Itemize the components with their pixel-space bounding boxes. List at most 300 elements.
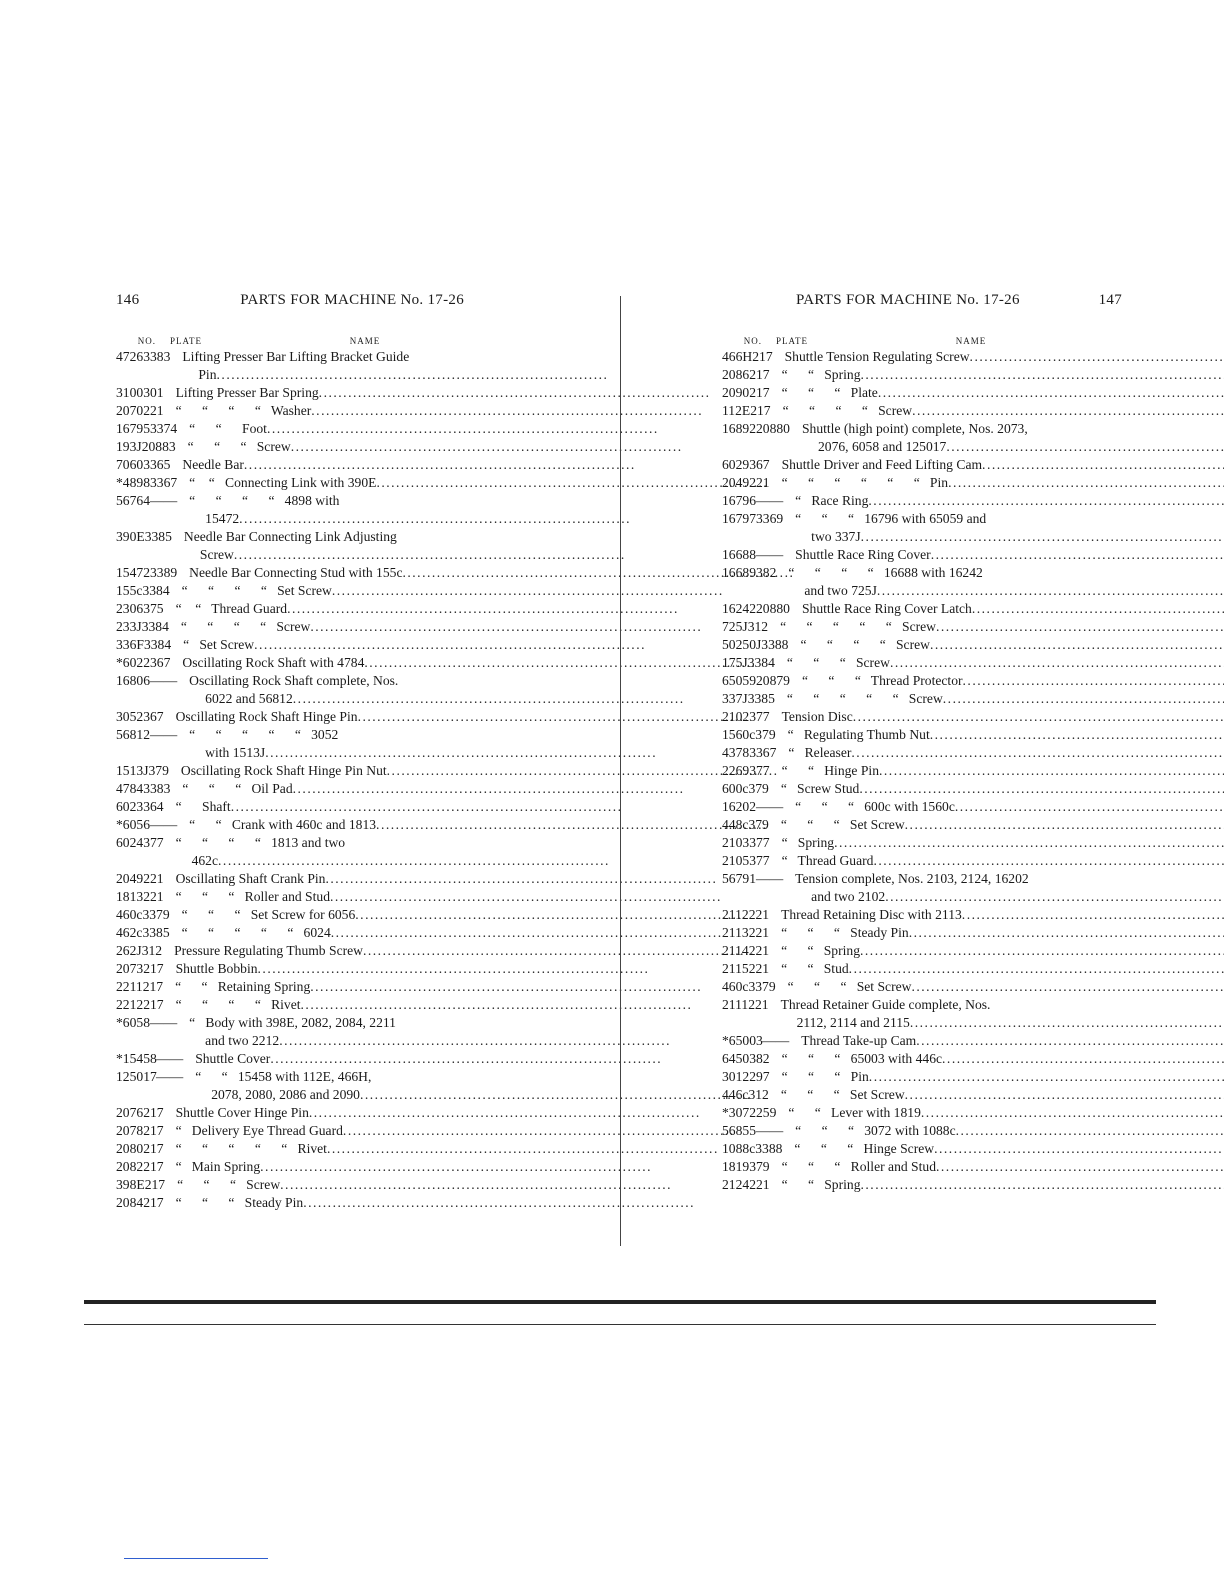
- part-name-text: “ “ “ 65003 with 446c: [781, 1051, 943, 1066]
- part-name: [776, 564, 1224, 600]
- dot-leader: [868, 492, 1224, 510]
- part-name-line: [782, 366, 1224, 384]
- plate-number: ——: [755, 547, 784, 562]
- right-page-number: 147: [1098, 292, 1122, 308]
- part-name: [776, 726, 1224, 744]
- part-name-text: “ “ “ Set Screw for 6056: [181, 907, 356, 922]
- dot-leader: [319, 384, 711, 402]
- part-name-line: [182, 348, 608, 366]
- part-name: [170, 654, 756, 672]
- part-name-text: “ Releaser: [788, 745, 852, 760]
- part-row: [722, 456, 1122, 474]
- dot-leader: [325, 870, 717, 888]
- part-number: 2112: [722, 907, 749, 922]
- part-number: 2049: [116, 871, 144, 886]
- part-name-text: “ “ “ Screw: [187, 439, 291, 454]
- part-name-text: “ “ 15458 with 112E, 466H,: [195, 1069, 372, 1084]
- part-name: [170, 906, 748, 924]
- part-name: [164, 402, 704, 420]
- part-number: *3072: [722, 1105, 756, 1120]
- part-name: [177, 564, 794, 582]
- part-name-text: Shuttle Cover Hinge Pin: [175, 1105, 309, 1120]
- dot-leader: [861, 366, 1224, 384]
- part-name: [783, 1122, 1224, 1140]
- part-name-line: [788, 726, 1224, 744]
- plate-number: 3383: [143, 349, 171, 364]
- plate-number: ——: [149, 817, 178, 832]
- plate-number: 217: [143, 961, 164, 976]
- plate-number: 3384: [143, 637, 172, 652]
- part-name-text: and two 2102: [811, 889, 886, 904]
- part-number: 2115: [722, 961, 749, 976]
- part-number: 2102: [722, 709, 750, 724]
- part-name-line: [787, 654, 1224, 672]
- plate-number: 377: [749, 853, 770, 868]
- part-row: [722, 960, 1122, 978]
- part-number: 600c: [722, 781, 749, 796]
- part-name-text: “ “ “ “ Screw: [782, 403, 913, 418]
- right-col-name: NAME: [955, 336, 987, 346]
- part-name-text: “ “ “ 3072 with 1088c: [795, 1123, 956, 1138]
- plate-number: 3374: [149, 421, 178, 436]
- part-name: [162, 942, 755, 960]
- part-number: 16242: [722, 601, 756, 616]
- part-name: [783, 510, 1224, 546]
- part-number: 1513J: [116, 763, 149, 778]
- plate-number: 3384: [141, 619, 169, 634]
- dot-leader: [851, 744, 1224, 762]
- part-name-text: “ “ “ “ 16688 with 16242: [788, 565, 983, 580]
- part-number: 2114: [722, 943, 749, 958]
- part-number: *15458: [116, 1051, 157, 1066]
- part-name-line: [176, 1104, 701, 1122]
- dot-leader: [849, 960, 1224, 978]
- part-number: 446c: [722, 1087, 749, 1102]
- part-row: [722, 798, 1122, 816]
- part-row: [116, 924, 516, 942]
- part-number: 233J: [116, 619, 142, 634]
- part-name-text: and two 2212: [205, 1033, 280, 1048]
- part-name: [770, 474, 1224, 492]
- plate-number: 259: [755, 1105, 777, 1120]
- part-name-text: “ Delivery Eye Thread Guard: [175, 1123, 343, 1138]
- part-name-line: [176, 1194, 695, 1212]
- dot-leader: [360, 1086, 752, 1104]
- part-name: [770, 708, 1224, 726]
- part-name-text: “ “ “ “ Rivet: [175, 997, 301, 1012]
- part-name-line: [781, 816, 1224, 834]
- part-row: [722, 672, 1122, 690]
- part-name-line: [176, 600, 679, 618]
- part-name-text: Pressure Regulating Thumb Screw: [174, 943, 363, 958]
- part-name: [163, 978, 702, 996]
- part-name-line: [782, 852, 1224, 870]
- dot-leader: [364, 654, 756, 672]
- part-name-line: [189, 690, 684, 708]
- part-name-line: [795, 492, 1224, 510]
- part-name-line: [189, 474, 768, 492]
- part-name: [164, 708, 750, 726]
- part-number: 462c: [116, 925, 143, 940]
- part-number: 2113: [722, 925, 749, 940]
- part-name: [177, 420, 659, 438]
- part-row: [722, 690, 1122, 708]
- part-name-line: [782, 456, 1224, 474]
- part-name-text: “ Shaft: [175, 799, 231, 814]
- part-row: [722, 1032, 1122, 1050]
- part-name-line: [176, 402, 704, 420]
- part-name-line: [176, 384, 711, 402]
- dot-leader: [293, 690, 685, 708]
- part-name-line: [182, 456, 635, 474]
- dot-leader: [936, 618, 1224, 636]
- dot-leader: [955, 798, 1224, 816]
- part-row: [722, 546, 1122, 564]
- part-row: [116, 582, 516, 600]
- plate-number: 3389: [149, 565, 178, 580]
- part-name: [177, 474, 768, 492]
- part-name-line: [181, 762, 779, 780]
- part-name-text: “ “ “ Pin: [781, 1069, 869, 1084]
- dot-leader: [834, 834, 1224, 852]
- part-number: 56791: [722, 871, 756, 886]
- left-col-no: NO.: [137, 336, 156, 346]
- part-row: [722, 762, 1122, 780]
- part-row: [116, 780, 516, 798]
- part-row: [116, 996, 516, 1014]
- part-name-line: [787, 690, 1224, 708]
- dot-leader: [905, 1086, 1224, 1104]
- dot-leader: [217, 366, 609, 384]
- dot-leader: [962, 906, 1224, 924]
- part-number: 2212: [116, 997, 144, 1012]
- scan-rule-thin: [84, 1324, 1156, 1325]
- part-name-text: Oscillating Shaft Crank Pin: [175, 871, 326, 886]
- dot-leader: [332, 582, 724, 600]
- part-row: [722, 906, 1122, 924]
- plate-number: ——: [755, 493, 784, 508]
- part-name-text: 2076, 6058 and 125017: [817, 439, 947, 454]
- part-name-text: “ Spring: [781, 835, 835, 850]
- part-name-text: Shuttle (high point) complete, Nos. 2073,: [801, 421, 1028, 436]
- part-name: [164, 834, 610, 870]
- part-name-line: [176, 1140, 719, 1158]
- plate-number: 364: [143, 799, 164, 814]
- part-name-line: [182, 582, 724, 600]
- part-name-text: “ “ “ “ Screw: [800, 637, 930, 652]
- dot-leader: [877, 582, 1224, 600]
- part-name: [771, 402, 1224, 420]
- part-row: [116, 1158, 516, 1176]
- dot-leader: [310, 618, 702, 636]
- part-row: [116, 402, 516, 420]
- part-name-text: “ Screw Stud: [780, 781, 860, 796]
- part-name-line: [782, 834, 1224, 852]
- dot-leader: [873, 852, 1224, 870]
- part-name-text: “ “ “ Set Screw: [780, 1087, 905, 1102]
- part-row: [116, 654, 516, 672]
- plate-number: 3383: [143, 781, 171, 796]
- part-name-text: Oscillating Rock Shaft Hinge Pin: [175, 709, 358, 724]
- part-row: [116, 438, 516, 456]
- part-name: [770, 1176, 1224, 1194]
- part-name-line: [176, 1122, 735, 1140]
- part-name-line: [795, 1122, 1224, 1140]
- dot-leader: [327, 1140, 719, 1158]
- part-number: 4726: [116, 349, 144, 364]
- part-name-line: [176, 798, 623, 816]
- plate-number: 3388: [761, 637, 789, 652]
- left-col-name: NAME: [349, 336, 381, 346]
- page-divider: [620, 296, 621, 1246]
- part-number: 16689: [722, 565, 756, 580]
- dot-leader: [260, 1158, 652, 1176]
- part-name-line: [176, 870, 718, 888]
- part-name-line: [189, 744, 657, 762]
- part-number: 262J: [116, 943, 142, 958]
- part-name: [164, 960, 650, 978]
- part-row: [722, 1068, 1122, 1086]
- part-name: [769, 942, 1224, 960]
- part-name: [177, 672, 684, 708]
- part-number: 3100: [116, 385, 144, 400]
- part-number: *65003: [722, 1033, 763, 1048]
- part-row: [116, 762, 516, 780]
- dot-leader: [859, 780, 1224, 798]
- plate-number: 3369: [755, 511, 784, 526]
- dot-leader: [911, 978, 1224, 996]
- part-number: 2070: [116, 403, 144, 418]
- part-name-line: [794, 1140, 1224, 1158]
- part-name: [770, 1050, 1224, 1068]
- part-name-text: and two 725J: [804, 583, 877, 598]
- part-name-line: [800, 636, 1224, 654]
- part-row: [116, 456, 516, 474]
- part-row: [722, 1086, 1122, 1104]
- part-name: [170, 582, 724, 600]
- part-name-line: [189, 816, 768, 834]
- dot-leader: [861, 1176, 1224, 1194]
- part-name-line: [788, 564, 1224, 582]
- part-number: 2124: [722, 1177, 750, 1192]
- part-number: 2269: [722, 763, 750, 778]
- plate-number: 379: [755, 727, 776, 742]
- plate-number: 221: [749, 1177, 770, 1192]
- part-name-line: [189, 564, 794, 582]
- part-name-line: [788, 744, 1224, 762]
- plate-number: 367: [143, 709, 164, 724]
- part-name-line: [795, 870, 1224, 888]
- part-row: [116, 1068, 516, 1104]
- part-number: 6024: [116, 835, 144, 850]
- part-number: 1560c: [722, 727, 756, 742]
- dot-leader: [916, 1032, 1224, 1050]
- part-name: [770, 384, 1224, 402]
- part-name: [170, 924, 723, 942]
- plate-number: 217: [749, 367, 770, 382]
- part-name-text: “ Thread Guard: [781, 853, 874, 868]
- part-number: 460c: [116, 907, 143, 922]
- part-name-text: Thread Take-up Cam: [801, 1033, 917, 1048]
- part-name-text: “ “ Lever with 1819: [788, 1105, 921, 1120]
- part-name-line: [802, 600, 1224, 618]
- dot-leader: [948, 474, 1224, 492]
- plate-number: 3365: [143, 457, 171, 472]
- part-name-line: [780, 618, 1224, 636]
- part-number: 2080: [116, 1141, 144, 1156]
- part-name: [790, 672, 1224, 690]
- part-name: [177, 1014, 671, 1050]
- part-row: [722, 348, 1122, 366]
- part-number: 2306: [116, 601, 144, 616]
- part-name-text: “ “ “ Steady Pin: [781, 925, 909, 940]
- part-name-text: with 1513J: [205, 745, 266, 760]
- plate-number: 217: [752, 349, 773, 364]
- right-col-no: NO.: [743, 336, 762, 346]
- part-row: [116, 618, 516, 636]
- part-name-text: Pin: [198, 367, 217, 382]
- part-row: [722, 600, 1122, 618]
- dot-leader: [970, 348, 1224, 366]
- part-row: [116, 600, 516, 618]
- part-number: 15472: [116, 565, 150, 580]
- part-name: [177, 726, 657, 762]
- part-number: 7060: [116, 457, 144, 472]
- dot-leader: [234, 546, 626, 564]
- part-number: 448c: [722, 817, 749, 832]
- part-row: [722, 618, 1122, 636]
- part-name-line: [182, 924, 723, 942]
- dot-leader: [258, 960, 650, 978]
- part-name-line: [782, 708, 1224, 726]
- part-name: [789, 1032, 1224, 1050]
- part-name-line: [795, 798, 1224, 816]
- part-name-line: [781, 996, 1224, 1014]
- part-row: [722, 924, 1122, 942]
- part-number: 16892: [722, 421, 756, 436]
- part-name-text: “ “ “ Screw: [786, 655, 890, 670]
- part-name-text: Tension Disc: [781, 709, 853, 724]
- part-name-text: Shuttle Tension Regulating Screw: [784, 349, 970, 364]
- part-name: [775, 654, 1224, 672]
- part-name-line: [782, 1176, 1224, 1194]
- plate-number: 3379: [142, 907, 170, 922]
- dot-leader: [905, 816, 1224, 834]
- part-number: 2086: [722, 367, 750, 382]
- dot-leader: [231, 798, 623, 816]
- part-name-text: 15472: [205, 511, 240, 526]
- part-name-line: [195, 1068, 752, 1086]
- part-name-text: 6022 and 56812: [205, 691, 293, 706]
- part-number: 50250J: [722, 637, 762, 652]
- part-name-text: “ “ Thread Guard: [175, 601, 288, 616]
- part-name-text: “ “ “ Set Screw: [780, 817, 905, 832]
- part-name: [770, 1158, 1224, 1176]
- dot-leader: [218, 852, 610, 870]
- part-row: [722, 564, 1122, 600]
- plate-number: ——: [149, 493, 178, 508]
- part-row: [722, 996, 1122, 1032]
- right-running-head: [722, 292, 1122, 314]
- part-name-text: Shuttle Race Ring Cover Latch: [801, 601, 972, 616]
- plate-number: 312: [748, 1087, 769, 1102]
- part-row: [116, 816, 516, 834]
- part-name-line: [184, 528, 626, 546]
- part-row: [722, 1176, 1122, 1194]
- plate-number: 217: [750, 403, 771, 418]
- plate-number: 3388: [755, 1141, 783, 1156]
- dot-leader: [267, 420, 659, 438]
- plate-number: ——: [755, 1123, 784, 1138]
- dot-leader: [244, 456, 636, 474]
- plate-number: 379: [148, 763, 169, 778]
- part-name-line: [781, 780, 1224, 798]
- plate-number: 377: [749, 763, 770, 778]
- part-number: 1088c: [722, 1141, 756, 1156]
- part-name: [164, 798, 623, 816]
- part-name-line: [176, 888, 722, 906]
- part-name-line: [801, 1032, 1224, 1050]
- part-name: [183, 1068, 752, 1104]
- part-row: [116, 870, 516, 888]
- dot-leader: [982, 456, 1224, 474]
- dot-leader: [909, 924, 1224, 942]
- dot-leader: [910, 1014, 1224, 1032]
- part-name-text: two 337J: [811, 529, 861, 544]
- part-row: [116, 1140, 516, 1158]
- part-name-text: Shuttle Driver and Feed Lifting Cam: [781, 457, 983, 472]
- part-name-text: “ “ “ “ “ 6024: [181, 925, 331, 940]
- part-row: [116, 1122, 516, 1140]
- plate-number: ——: [156, 1051, 184, 1066]
- part-name: [170, 780, 684, 798]
- plate-number: ——: [149, 1015, 178, 1030]
- part-name-line: [781, 960, 1224, 978]
- part-row: [722, 420, 1122, 456]
- part-name-text: “ “ “ Screw: [177, 1177, 281, 1192]
- dot-leader: [956, 1122, 1224, 1140]
- plate-number: 221: [748, 961, 770, 976]
- dot-leader: [860, 942, 1224, 960]
- dot-leader: [330, 888, 722, 906]
- part-name-line: [781, 1086, 1224, 1104]
- part-number: 2078: [116, 1123, 144, 1138]
- part-number: 1813: [116, 889, 144, 904]
- part-name: [776, 978, 1224, 996]
- part-row: [116, 978, 516, 996]
- part-row: [722, 834, 1122, 852]
- part-name: [172, 528, 626, 564]
- dot-leader: [311, 402, 703, 420]
- part-row: [722, 708, 1122, 726]
- part-number: *4898: [116, 475, 150, 490]
- dot-leader: [254, 636, 646, 654]
- plate-number: 3367: [149, 475, 178, 490]
- dot-leader: [355, 906, 747, 924]
- part-row: [116, 726, 516, 762]
- part-row: [116, 672, 516, 708]
- part-row: [722, 384, 1122, 402]
- part-name-text: “ “ “ Oil Pad: [182, 781, 293, 796]
- part-row: [116, 528, 516, 564]
- part-name: [169, 618, 702, 636]
- part-name-line: [189, 1032, 671, 1050]
- part-number: 4784: [116, 781, 144, 796]
- part-number: 56764: [116, 493, 150, 508]
- part-name-line: [195, 1086, 752, 1104]
- part-name: [790, 420, 1224, 456]
- part-number: 725J: [722, 619, 748, 634]
